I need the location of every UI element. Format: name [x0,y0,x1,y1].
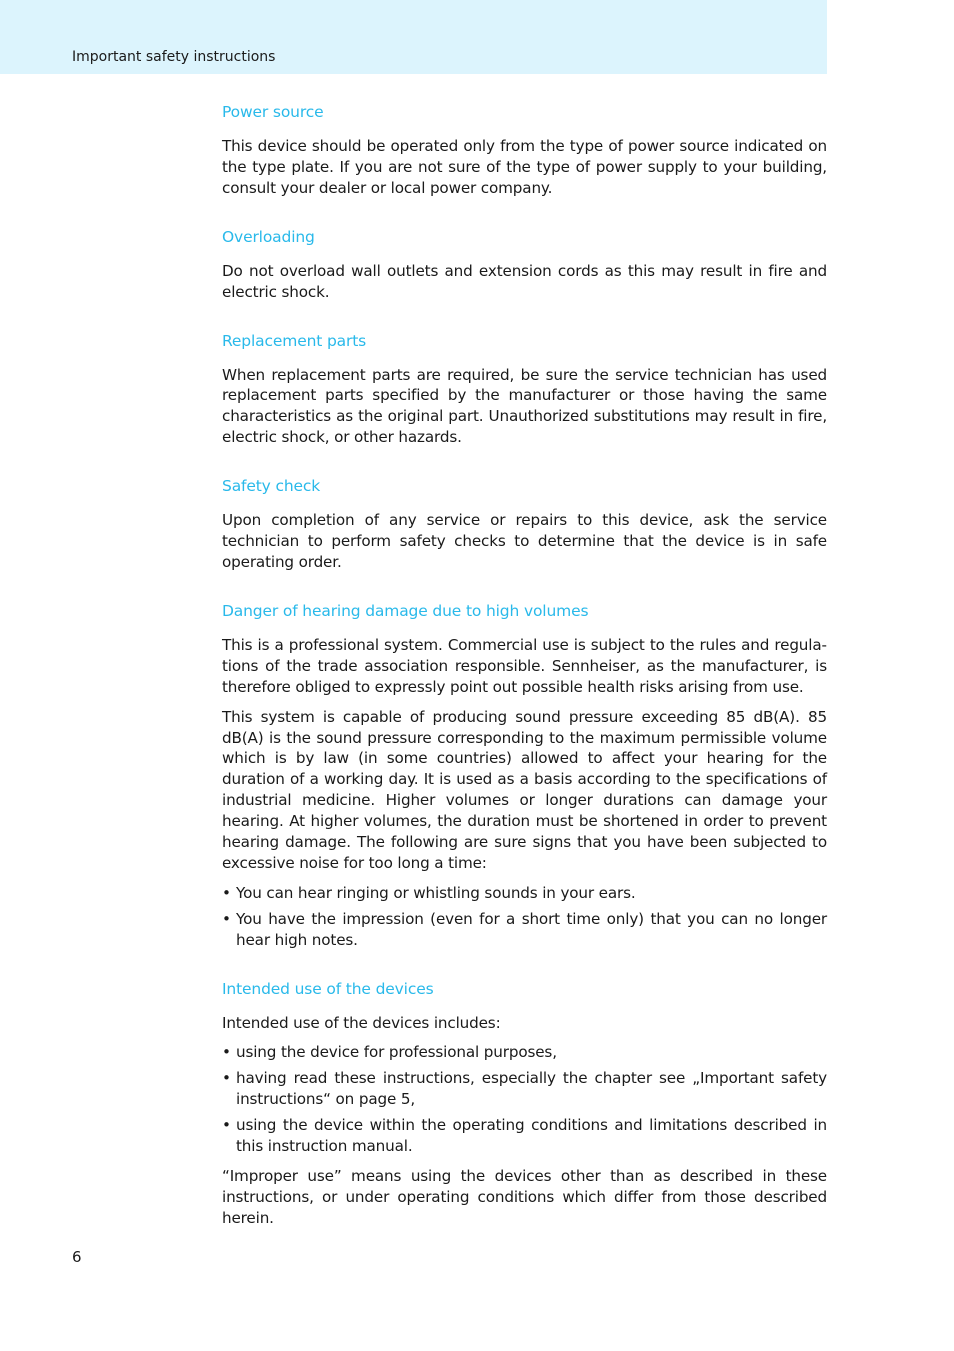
list-item [222,909,827,951]
paragraph: This system is capable of producing sound pressure exceeding 85 dB(A). 85 dB(A) is the sound pressure corresponding to the maximum permissible volume which is by law (in some countries) allowed to affect your hearing for the duration of a working day. It is used as a basis according to the specifications of industrial medicine. Higher volumes or longer durations can damage your hearing. At higher volumes, the duration must be shortened in order to prevent hearing damage. The following are sure signs that you have been subjected to excessive noise for too long a time: [222,707,827,872]
paragraph: When replacement parts are required, be sure the service technician has used replacement parts specified by the manufacturer or those having the same characteristics as the original part. Unauthorized substitutions may result in fire, electric shock, or other hazards. [222,365,827,447]
bullet-list [222,1042,827,1157]
running-header-title: Important safety instructions [72,49,276,65]
paragraph: This device should be operated only from the type of power source indicated on the type plate. If you are not sure of the type of power supply to your building, consult your dealer or local power company. [222,137,827,197]
list-item [222,1042,827,1063]
paragraph: “Improper use” means using the devices other than as described in these instructions, or under operating conditions which differ from those described herein. [222,1167,827,1227]
paragraph: Do not overload wall outlets and extension cords as this may result in fire and electric shock. [222,261,827,301]
section-hearing-damage [222,601,827,951]
bullet-icon: • [222,1069,231,1088]
section-safety-check [222,476,827,573]
list-item-text: having read these instructions, especially the chapter see „Important safety instructions“ on page 5, [236,1069,827,1109]
list-item-text: You can hear ringing or whistling sounds in your ears. [236,883,636,902]
list-item [222,883,827,904]
bullet-icon: • [222,883,231,902]
paragraph: This is a professional system. Commercial use is subject to the rules and regulations of the trade association responsible. Sennheiser, as the manufacturer, is therefore obliged to expressly point out possible health risks arising from use. [222,635,827,696]
section-heading: Safety check [222,477,321,496]
bullet-icon: • [222,1116,231,1135]
section-power-source [222,102,827,199]
section-heading: Replacement parts [222,331,367,350]
list-item [222,1068,827,1110]
bullet-list [222,883,827,951]
section-replacement-parts [222,331,827,449]
section-intended-use [222,979,827,1229]
bullet-icon: • [222,1043,231,1062]
list-item-text: using the device for professional purposes, [236,1043,557,1062]
page-content [222,102,827,1229]
list-item [222,1115,827,1157]
page-number: 6 [72,1248,82,1266]
bullet-icon: • [222,909,231,928]
section-heading: Power source [222,103,324,121]
paragraph: Upon completion of any service or repairs to this device, ask the service technician to perform safety checks to determine that the device is in safe operating order. [222,511,827,571]
list-item-text: You have the impression (even for a short time only) that you can no longer hear high notes. [236,909,827,949]
section-overloading [222,227,827,303]
paragraph: Intended use of the devices includes: [222,1013,501,1032]
section-heading: Intended use of the devices [222,979,434,998]
list-item-text: using the device within the operating conditions and limitations described in this instruction manual. [236,1116,827,1156]
section-heading: Danger of hearing damage due to high volumes [222,601,589,620]
section-heading: Overloading [222,227,315,246]
